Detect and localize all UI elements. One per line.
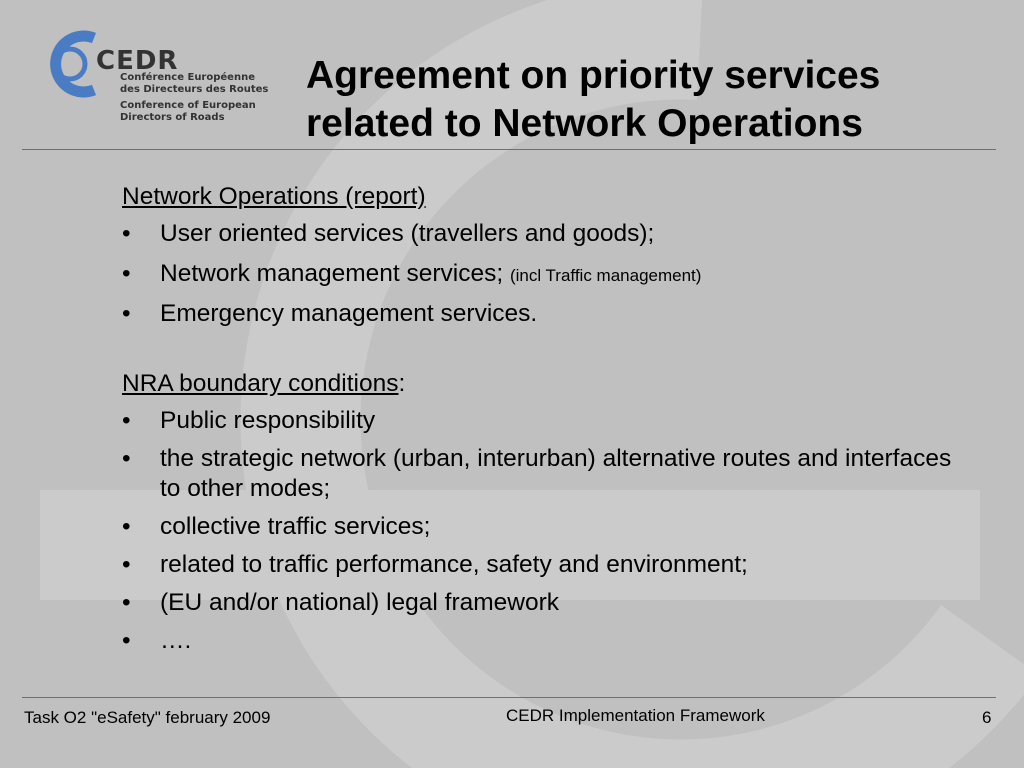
- list-item: • the strategic network (urban, interurban) alternative routes and interfaces to other modes;: [122, 445, 952, 502]
- bullet: •: [122, 407, 131, 434]
- list-item: • User oriented services (travellers and goods);: [122, 220, 655, 247]
- page-number: 6: [982, 708, 992, 727]
- bullet: •: [122, 220, 131, 247]
- list-item: • ….: [122, 627, 192, 654]
- header-divider: [22, 149, 996, 150]
- logo-name: CEDR: [96, 46, 179, 76]
- bullet: •: [122, 627, 131, 654]
- list-item: • (EU and/or national) legal framework: [122, 589, 559, 616]
- network-operations-list: [122, 219, 972, 331]
- nra-boundary-list: [122, 406, 972, 656]
- slide-body: [122, 182, 972, 664]
- bullet: •: [122, 445, 131, 472]
- slide-title: Agreement on priority services related to Network Operations: [306, 54, 881, 145]
- footer-divider: [22, 697, 996, 698]
- list-item: • Public responsibility: [122, 407, 376, 434]
- logo-line-2: des Directeurs des Routes: [120, 84, 269, 95]
- footer-task-label: Task O2 "eSafety" february 2009: [24, 708, 271, 727]
- section-heading-nra-boundary: NRA boundary conditions:: [122, 370, 406, 397]
- logo-line-3: Conference of European: [120, 100, 256, 111]
- bullet: •: [122, 300, 131, 327]
- cedr-logo: [30, 24, 269, 128]
- footer-framework-label: CEDR Implementation Framework: [506, 706, 765, 725]
- bullet: •: [122, 589, 131, 616]
- bullet: •: [122, 260, 131, 287]
- list-item: • related to traffic performance, safety and environment;: [122, 551, 748, 578]
- list-item: • collective traffic services;: [122, 513, 431, 540]
- list-item: • Emergency management services.: [122, 300, 538, 327]
- logo-line-4: Directors of Roads: [120, 112, 225, 123]
- bullet: •: [122, 513, 131, 540]
- logo-line-1: Conférence Européenne: [120, 72, 255, 83]
- section-heading-network-operations: Network Operations (report): [122, 183, 426, 210]
- list-item: • Network management services; (incl Traffic management): [122, 260, 702, 287]
- bullet: •: [122, 551, 131, 578]
